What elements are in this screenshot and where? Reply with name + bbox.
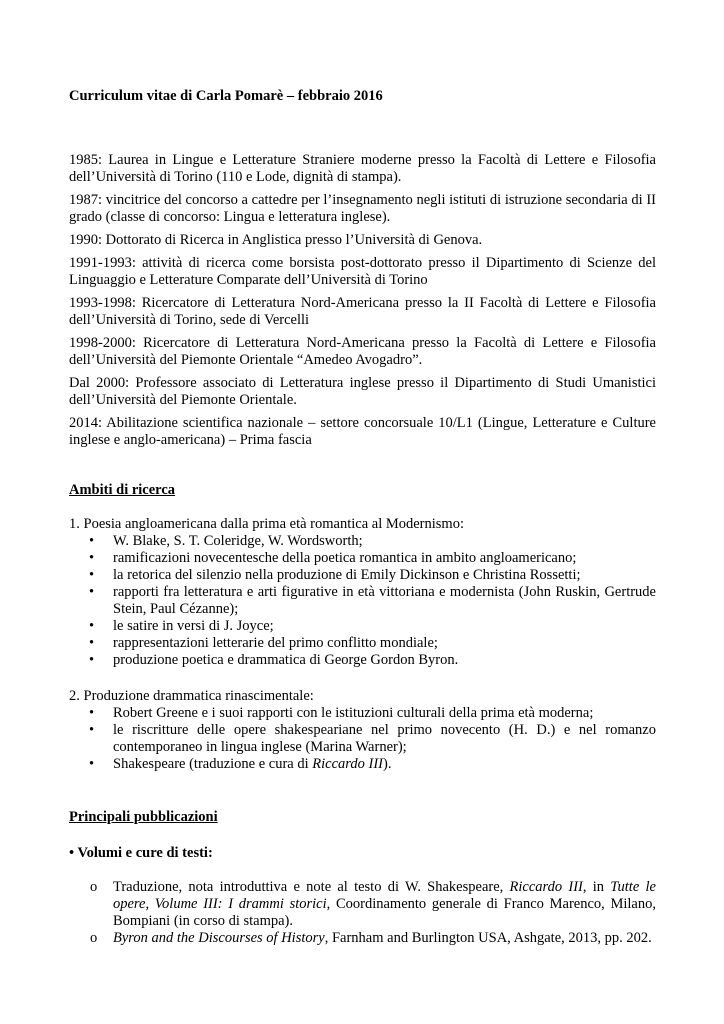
list-item-text: rappresentazioni letterarie del primo conflitto mondiale; bbox=[113, 635, 438, 651]
bullet-icon: • bbox=[89, 635, 95, 651]
bullet-icon: • bbox=[89, 756, 95, 772]
list-item bbox=[69, 756, 656, 773]
list-item-text-end: ). bbox=[383, 756, 392, 772]
publication-italic-title: Riccardo III bbox=[509, 879, 583, 895]
research-heading: Ambiti di ricerca bbox=[69, 482, 176, 498]
bullet-icon: • bbox=[89, 722, 95, 738]
research-area-1-list bbox=[69, 533, 656, 669]
list-item bbox=[69, 550, 656, 567]
bullet-icon: • bbox=[89, 705, 95, 721]
bullet-icon: • bbox=[89, 533, 95, 549]
publication-text: , Coordinamento generale di Franco Marenco, Milano, Bompiani (in corso di stampa). bbox=[113, 896, 656, 929]
list-item bbox=[69, 584, 656, 618]
list-item-text: produzione poetica e drammatica di George Gordon Byron. bbox=[113, 652, 459, 668]
cv-entry: 1991-1993: attività di ricerca come borsista post-dottorato presso il Dipartimento di Scienze del Linguaggio e Letterature Comparate dell’Università di Torino bbox=[69, 255, 656, 288]
bullet-icon: • bbox=[89, 652, 95, 668]
research-area-2-list bbox=[69, 705, 656, 773]
publication-item bbox=[69, 930, 656, 947]
bullet-icon: • bbox=[69, 845, 75, 861]
cv-entry: 1993-1998: Ricercatore di Letteratura Nord-Americana presso la II Facoltà di Lettere e Filosofia dell’Università di Torino, sede di Vercelli bbox=[69, 295, 656, 328]
circle-bullet-icon: o bbox=[90, 879, 98, 895]
bullet-icon: • bbox=[89, 618, 95, 634]
cv-entry: 1990: Dottorato di Ricerca in Anglistica presso l’Università di Genova. bbox=[69, 232, 483, 248]
cv-entry: 2014: Abilitazione scientifica nazionale – settore concorsuale 10/L1 (Lingue, Letterature e Culture inglese e anglo-americana) – Prima fascia bbox=[69, 415, 656, 448]
document-title: Curriculum vitae di Carla Pomarè – febbraio 2016 bbox=[69, 88, 383, 104]
publications-heading: Principali pubblicazioni bbox=[69, 809, 218, 825]
research-area-1-intro: 1. Poesia angloamericana dalla prima età romantica al Modernismo: bbox=[69, 516, 464, 532]
cv-entry: Dal 2000: Professore associato di Letteratura inglese presso il Dipartimento di Studi Umanistici dell’Università del Piemonte Orientale. bbox=[69, 375, 656, 408]
bullet-icon: • bbox=[89, 567, 95, 583]
cv-entry: 1998-2000: Ricercatore di Letteratura Nord-Americana presso la Facoltà di Lettere e Filosofia dell’Università del Piemonte Orientale “Amedeo Avogadro”. bbox=[69, 335, 656, 368]
research-area-1 bbox=[69, 516, 656, 669]
publication-text: Traduzione, nota introduttiva e note al testo di W. Shakespeare, bbox=[113, 879, 510, 895]
list-item-text: Robert Greene e i suoi rapporti con le istituzioni culturali della prima età moderna; bbox=[113, 705, 594, 721]
list-item bbox=[69, 722, 656, 756]
volumes-subheading bbox=[69, 845, 213, 862]
list-item bbox=[69, 635, 656, 652]
publication-item bbox=[69, 879, 656, 930]
list-item bbox=[69, 652, 656, 669]
publication-italic-title: Byron and the Discourses of History bbox=[113, 930, 325, 946]
list-item bbox=[69, 705, 656, 722]
list-item-text: ramificazioni novecentesche della poetica romantica in ambito angloamericano; bbox=[113, 550, 577, 566]
research-area-2 bbox=[69, 688, 656, 773]
volumes-subheading-label: Volumi e cure di testi: bbox=[77, 845, 213, 861]
publication-italic-title: Tutte le opere, Volume III: I drammi storici bbox=[113, 879, 656, 912]
list-item-text: Shakespeare (traduzione e cura di bbox=[113, 756, 313, 772]
bullet-icon: • bbox=[89, 550, 95, 566]
list-item-text: la retorica del silenzio nella produzione di Emily Dickinson e Christina Rossetti; bbox=[113, 567, 581, 583]
list-item bbox=[69, 618, 656, 635]
list-item-text: W. Blake, S. T. Coleridge, W. Wordsworth; bbox=[113, 533, 363, 549]
bullet-icon: • bbox=[89, 584, 95, 600]
research-area-2-intro: 2. Produzione drammatica rinascimentale: bbox=[69, 688, 314, 704]
cv-entry: 1985: Laurea in Lingue e Letterature Straniere moderne presso la Facoltà di Lettere e Filosofia dell’Università di Torino (110 e Lode, dignità di stampa). bbox=[69, 152, 656, 185]
cv-timeline bbox=[69, 152, 656, 455]
list-item bbox=[69, 567, 656, 584]
list-item-italic-title: Riccardo III bbox=[312, 756, 384, 772]
publication-text: , in bbox=[582, 879, 611, 895]
list-item-text: rapporti fra letteratura e arti figurative in età vittoriana e modernista (John Ruskin, Gertrude Stein, Paul Cézanne); bbox=[113, 584, 656, 617]
publications-list bbox=[69, 879, 656, 947]
cv-entry: 1987: vincitrice del concorso a cattedre per l’insegnamento negli istituti di istruzione secondaria di II grado (classe di concorso: Lingua e letteratura inglese). bbox=[69, 192, 656, 225]
circle-bullet-icon: o bbox=[90, 930, 98, 946]
list-item-text: le satire in versi di J. Joyce; bbox=[113, 618, 274, 634]
publication-text: , Farnham and Burlington USA, Ashgate, 2013, pp. 202. bbox=[324, 930, 652, 946]
list-item bbox=[69, 533, 656, 550]
list-item-text: le riscritture delle opere shakespeariane nel primo novecento (H. D.) e nel romanzo contemporaneo in lingua inglese (Marina Warner); bbox=[113, 722, 656, 755]
